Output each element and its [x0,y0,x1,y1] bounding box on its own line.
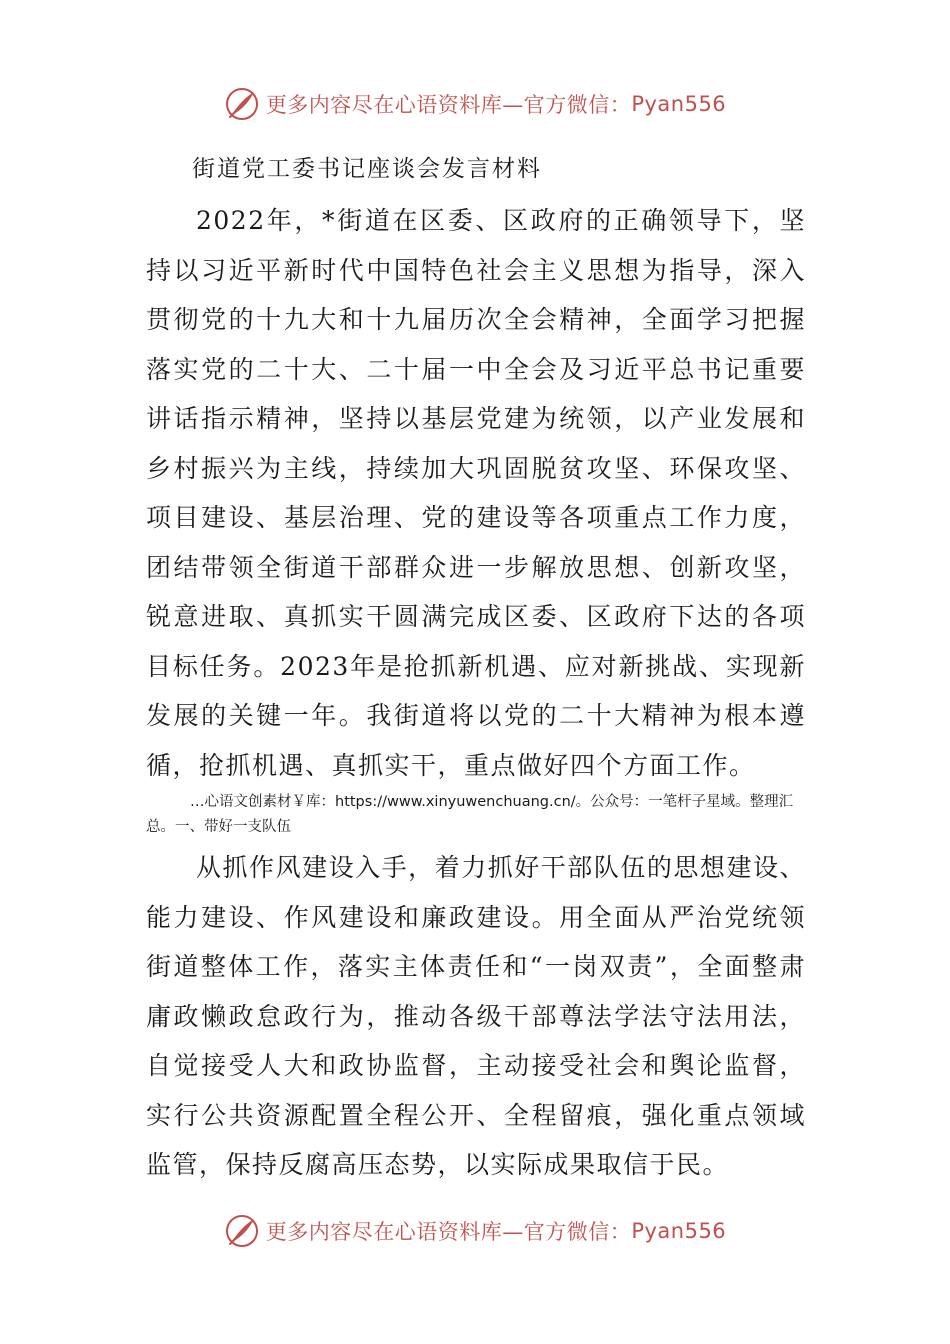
watermark-text: 更多内容尽在心语资料库—官方微信： [265,93,632,117]
watermark-text: 更多内容尽在心语资料库—官方微信： [265,1220,632,1244]
watermark-wechat-id: Pyan556 [631,1219,727,1243]
body-paragraph: 2022年，*街道在区委、区政府的正确领导下，坚持以习近平新时代中国特色社会主义思想为指导，深入贯彻党的十九大和十九届历次全会精神，全面学习把握落实党的二十大、二十届一中全会及习近平总书记重要讲话指示精神，坚持以基层党建为统领，以产业发展和乡村振兴为主线，持续加大巩固脱贫攻坚、环保攻坚、项目建设、基层治理、党的建设等各项重点工作力度，团结带领全街道干部群众进一步解放思想、创新攻坚，锐意进取、真抓实干圆满完成区委、区政府下达的各项目标任务。2023年是抢抓新机遇、应对新挑战、实现新发展的关键一年。我街道将以党的二十大精神为根本遵循，抢抓机遇、真抓实干，重点做好四个方面工作。 [146,206,806,780]
watermark-wechat-id: Pyan556 [631,92,727,116]
quill-pen-logo-icon [224,86,260,122]
quill-pen-logo-icon [224,1213,260,1249]
footer-watermark [0,1207,950,1255]
body-paragraph: 从抓作风建设入手，着力抓好干部队伍的思想建设、能力建设、作风建设和廉政建设。用全面从严治党统领街道整体工作，落实主体责任和“一岗双责”，全面整肃庸政懒政怠政行为，推动各级干部尊法学法守法用法，自觉接受人大和政协监督，主动接受社会和舆论监督，实行公共资源配置全程公开、全程留痕，强化重点领域监管，保持反腐高压态势，以实际成果取信于民。 [146,853,806,1179]
document-title: 街道党工委书记座谈会发言材料 [192,156,542,182]
source-note: …心语文创素材￥库：https://www.xinyuwenchuang.cn/。公众号：一笔杆子星域。整理汇总。一、带好一支队伍 [146,794,794,835]
header-watermark [0,80,950,128]
